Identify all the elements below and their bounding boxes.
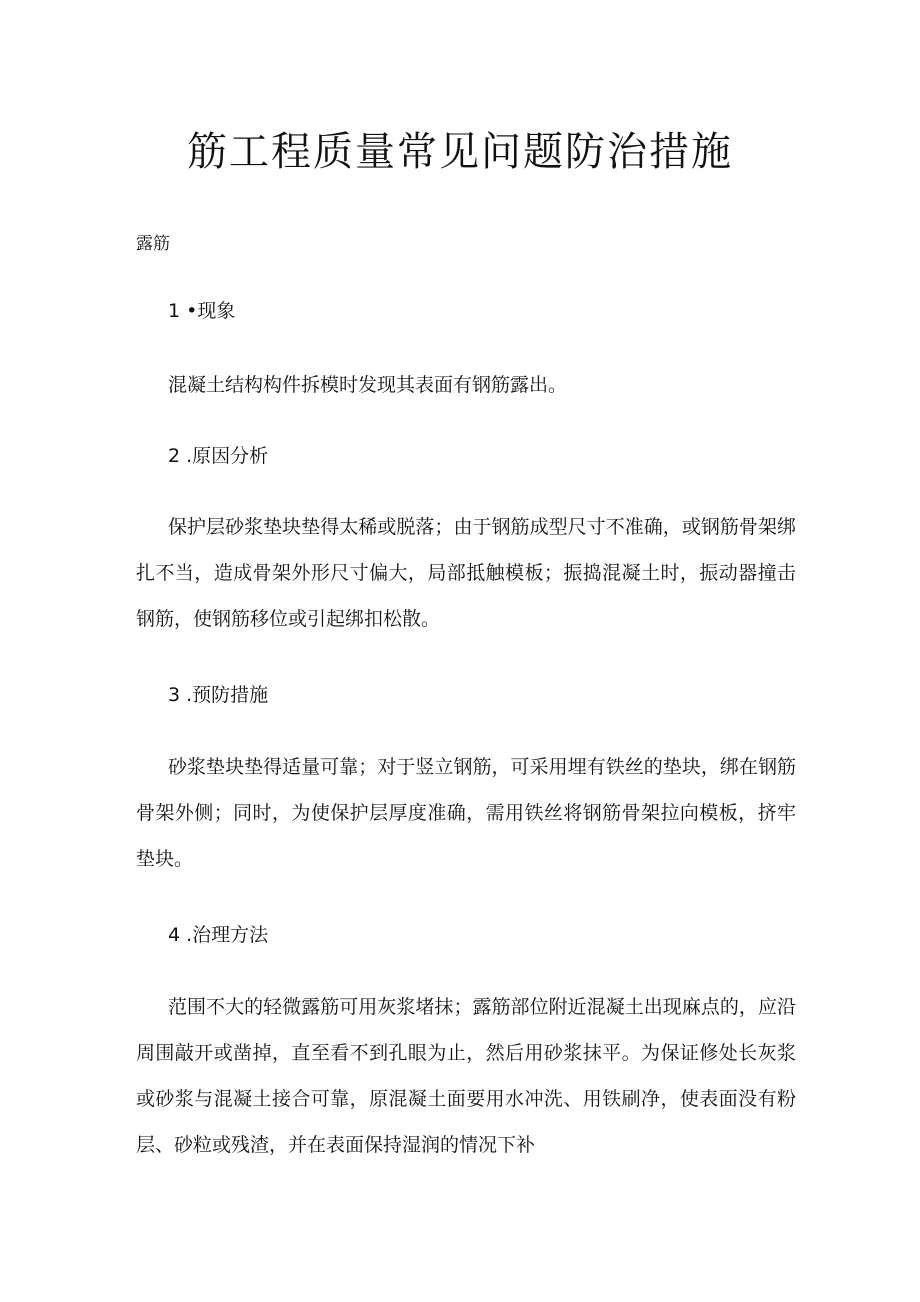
heading-treatment: 4 .治理方法: [168, 924, 269, 946]
paragraph-treatment: 范围不大的轻微露筋可用灰浆堵抹；露筋部位附近混凝土出现麻点的，应沿周围敲开或凿掉，直至看不到孔眼为止，然后用砂浆抹平。为保证修处长灰浆或砂浆与混凝土接合可靠，原混凝土面要用水冲洗、用铁刷净，使表面没有粉层、砂粒或残渣，并在表面保持湿润的情况下补: [136, 996, 796, 1156]
document-title: 筋工程质量常见问题防治措施: [187, 129, 733, 175]
section-label: 露筋: [136, 234, 170, 254]
paragraph-phenomenon: 混凝土结构构件拆模时发现其表面有钢筋露出。: [168, 374, 568, 396]
heading-cause-analysis: 2 .原因分析: [168, 445, 269, 467]
paragraph-cause-analysis: 保护层砂浆垫块垫得太稀或脱落；由于钢筋成型尺寸不准确，或钢筋骨架绑扎不当，造成骨架外形尺寸偏大，局部抵触模板；振捣混凝土时，振动器撞击钢筋，使钢筋移位或引起绑扣松散。: [136, 516, 796, 630]
paragraph-prevention: 砂浆垫块垫得适量可靠；对于竖立钢筋，可采用埋有铁丝的垫块，绑在钢筋骨架外侧；同时，为使保护层厚度准确，需用铁丝将钢筋骨架拉向模板，挤牢垫块。: [136, 756, 796, 870]
heading-prevention: 3 .预防措施: [168, 684, 269, 706]
heading-phenomenon: 1 •现象: [168, 300, 236, 322]
